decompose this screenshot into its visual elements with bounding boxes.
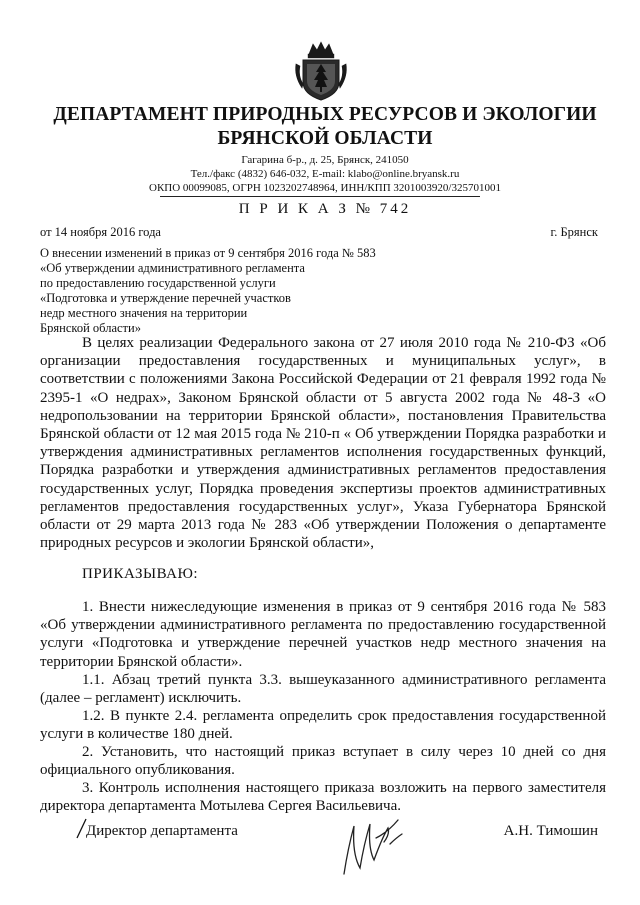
order-item-1 xyxy=(40,598,606,671)
order-item-3 xyxy=(40,779,606,815)
subject-line: Брянской области» xyxy=(40,321,141,335)
order-date: от 14 ноября 2016 года xyxy=(40,225,161,239)
item-text: 3. Контроль исполнения настоящего приказа возложить на первого заместителя директора департамента Мотылева Сергея Васильевича. xyxy=(40,780,606,815)
coat-of-arms-emblem xyxy=(293,40,349,102)
signatory-name: А.Н. Тимошин xyxy=(503,823,598,839)
department-title-line2: БРЯНСКОЙ ОБЛАСТИ xyxy=(217,128,433,149)
order-item-2 xyxy=(40,743,606,779)
subject-line: О внесении изменений в приказ от 9 сентября 2016 года № 583 xyxy=(40,246,376,260)
order-command: ПРИКАЗЫВАЮ: xyxy=(82,566,199,582)
order-subject xyxy=(40,246,400,336)
order-city: г. Брянск xyxy=(550,225,598,239)
order-item-1-2 xyxy=(40,707,606,743)
item-text: 1.1. Абзац третий пункта 3.3. вышеуказанного административного регламента (далее – регламент) исключить. xyxy=(40,672,606,707)
header-divider xyxy=(160,196,480,197)
department-title-line1: ДЕПАРТАМЕНТ ПРИРОДНЫХ РЕСУРСОВ И ЭКОЛОГИИ xyxy=(53,104,597,125)
signatory-role: Директор департамента xyxy=(86,823,238,839)
registry-line: ОКПО 00099085, ОГРН 1023202748964, ИНН/КПП 3201003920/325701001 xyxy=(149,182,501,194)
subject-line: «Об утверждении административного регламента xyxy=(40,261,305,275)
item-text: 1.2. В пункте 2.4. регламента определить срок предоставления государственной услуги в количестве 180 дней. xyxy=(40,708,606,743)
address-line: Гагарина б-р., д. 25, Брянск, 241050 xyxy=(241,154,409,166)
preamble-paragraph: В целях реализации Федерального закона от 27 июля 2010 года № 210-ФЗ «Об организации предоставления государственных и муниципальных услуг», в соответствии с положениями Закона Российской Федерации от 21 февраля 1992 года № 2395-1 «О недрах», Законом Брянской области от 5 августа 2002 года № 48-З «О недропользовании на территории Брянской области», постановления Правительства Брянской области от 12 мая 2015 года № 210-п « Об утверждении Порядка разработки и утверждения административных регламентов исполнения государственных функций, Порядка разработки и утверждения административных регламентов предоставления государственных услуг, Порядка проведения экспертизы проектов административных регламентов предоставления государственных услуг», Указа Губернатора Брянской области от 29 марта 2013 года № 283 «Об утверждении Положения о департаменте природных ресурсов и экологии Брянской области», xyxy=(40,335,606,552)
item-text: 1. Внести нижеследующие изменения в приказ от 9 сентября 2016 года № 583 «Об утверждении административного регламента по предоставлению государственной услуги «Подготовка и утверждение перечней участков недр местного значения на территории Брянской области». xyxy=(40,599,606,670)
subject-line: по предоставлению государственной услуги xyxy=(40,276,276,290)
order-title: П Р И К А З № 742 xyxy=(238,201,412,217)
handwritten-signature xyxy=(330,808,410,878)
item-text: 2. Установить, что настоящий приказ вступает в силу через 10 дней со дня официального опубликования. xyxy=(40,744,606,779)
contacts-line: Тел./факс (4832) 646-032, E-mail: klabo@online.bryansk.ru xyxy=(190,168,460,180)
order-item-1-1 xyxy=(40,671,606,707)
subject-line: недр местного значения на территории xyxy=(40,306,248,320)
subject-line: «Подготовка и утверждение перечней участков xyxy=(40,291,291,305)
